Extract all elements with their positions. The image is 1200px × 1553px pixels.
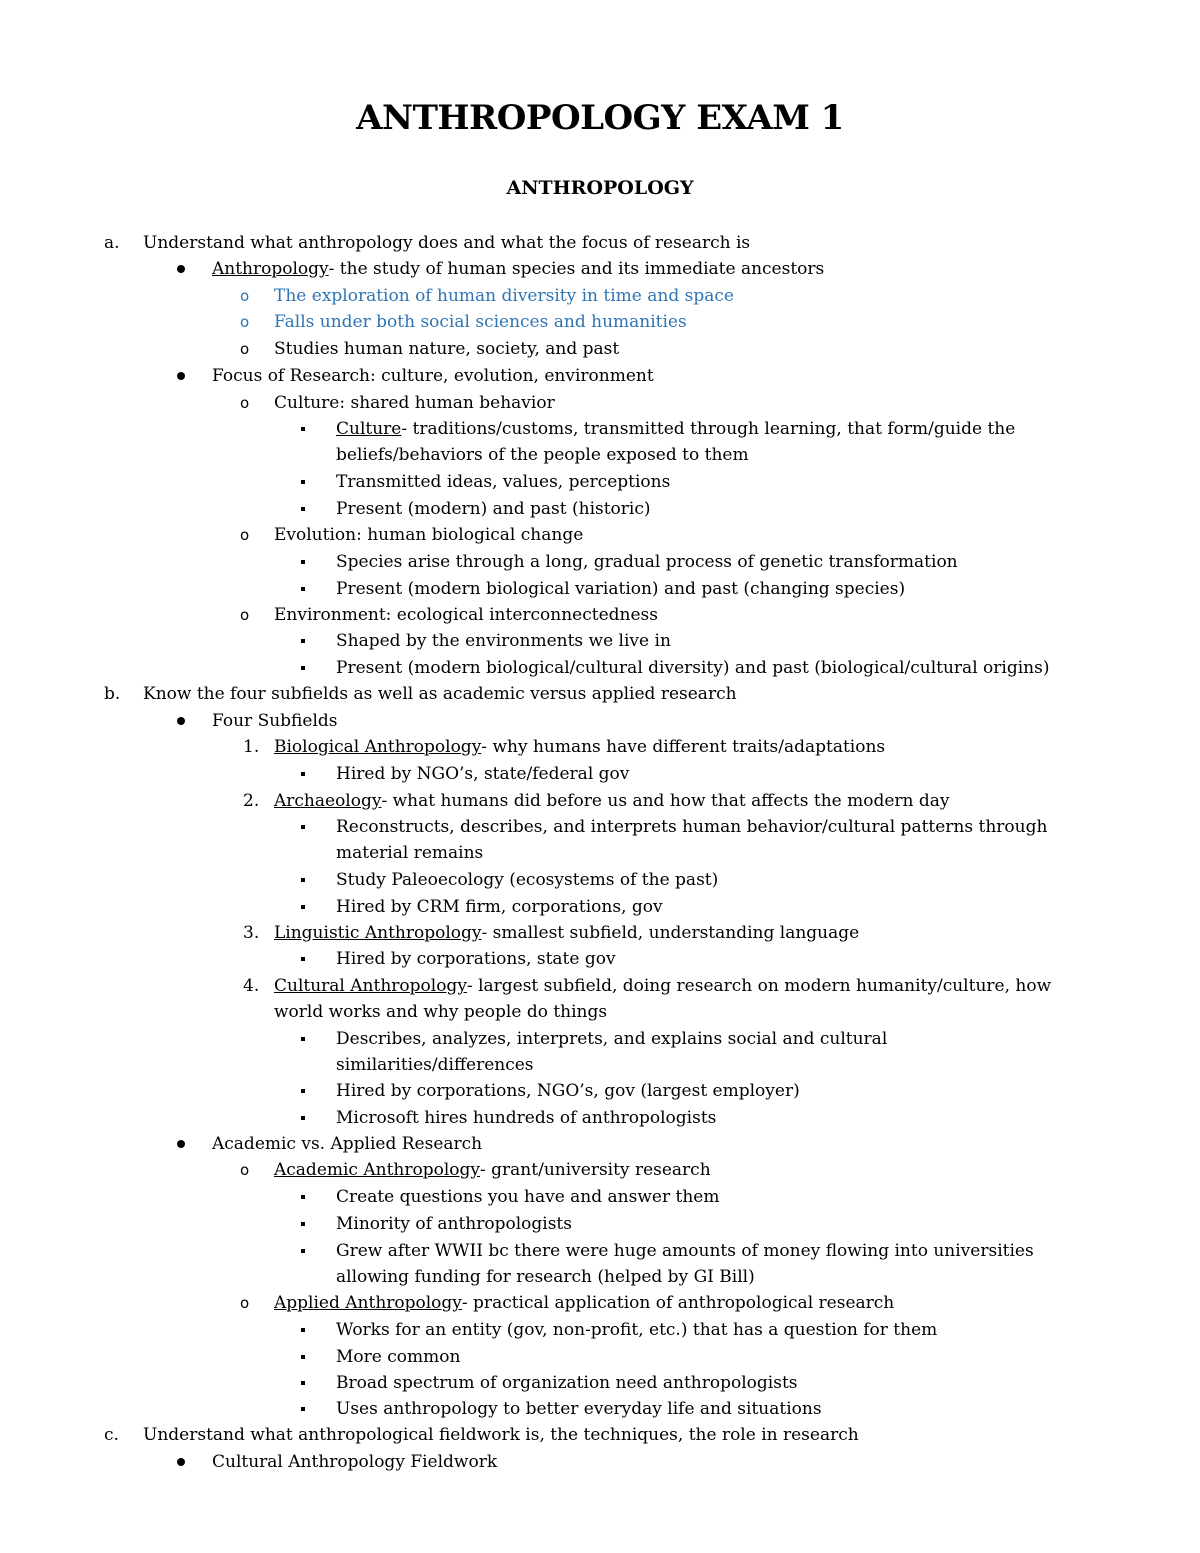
number-marker: 4. xyxy=(243,976,260,996)
circle-outline-bullet-icon: o xyxy=(240,313,250,331)
term-anthropology: Anthropology xyxy=(212,259,329,279)
list-item: More common xyxy=(336,1347,461,1367)
list-marker-c: c. xyxy=(104,1425,119,1445)
square-bullet-icon xyxy=(301,957,305,961)
anthropology-definition xyxy=(212,256,824,282)
list-item: Describes, analyzes, interprets, and explains social and cultural xyxy=(336,1029,888,1049)
list-item: Falls under both social sciences and humanities xyxy=(274,312,687,332)
list-item-c: Understand what anthropological fieldwork is, the techniques, the role in research xyxy=(143,1425,859,1445)
definition-continuation: world works and why people do things xyxy=(274,1002,608,1022)
square-bullet-icon xyxy=(301,507,305,511)
list-item: Reconstructs, describes, and interprets human behavior/cultural patterns through xyxy=(336,817,1048,837)
term-biological-anthropology: Biological Anthropology xyxy=(274,737,482,757)
list-item-b: Know the four subfields as well as academic versus applied research xyxy=(143,684,737,704)
definition-text: - smallest subfield, understanding language xyxy=(481,923,860,943)
square-bullet-icon xyxy=(301,560,305,564)
subfield-archaeology xyxy=(274,788,950,814)
circle-bullet-icon xyxy=(177,1140,185,1148)
list-item: Works for an entity (gov, non-profit, etc.) that has a question for them xyxy=(336,1320,938,1340)
term-archaeology: Archaeology xyxy=(274,791,382,811)
list-item: Microsoft hires hundreds of anthropologists xyxy=(336,1108,717,1128)
definition-text: - traditions/customs, transmitted through learning, that form/guide the xyxy=(401,419,1016,439)
list-item-continuation: material remains xyxy=(336,843,484,863)
circle-outline-bullet-icon: o xyxy=(240,1294,250,1312)
list-item: Present (modern biological/cultural diversity) and past (biological/cultural origins) xyxy=(336,658,1050,678)
square-bullet-icon xyxy=(301,1249,305,1253)
list-item: Shaped by the environments we live in xyxy=(336,631,671,651)
square-bullet-icon xyxy=(301,587,305,591)
list-item: Hired by corporations, NGO’s, gov (largest employer) xyxy=(336,1081,800,1101)
square-bullet-icon xyxy=(301,639,305,643)
circle-bullet-icon xyxy=(177,372,185,380)
list-item-culture: Culture: shared human behavior xyxy=(274,393,555,413)
square-bullet-icon xyxy=(301,825,305,829)
list-item: Study Paleoecology (ecosystems of the past) xyxy=(336,870,719,890)
square-bullet-icon xyxy=(301,1328,305,1332)
definition-text: - what humans did before us and how that affects the modern day xyxy=(381,791,950,811)
list-item: Minority of anthropologists xyxy=(336,1214,572,1234)
academic-anthropology xyxy=(274,1157,711,1183)
list-item: Grew after WWII bc there were huge amounts of money flowing into universities xyxy=(336,1241,1034,1261)
term-cultural-anthropology: Cultural Anthropology xyxy=(274,976,467,996)
square-bullet-icon xyxy=(301,1355,305,1359)
list-item: Transmitted ideas, values, perceptions xyxy=(336,472,671,492)
list-item: Create questions you have and answer them xyxy=(336,1187,720,1207)
document-title: ANTHROPOLOGY EXAM 1 xyxy=(356,98,844,138)
square-bullet-icon xyxy=(301,1222,305,1226)
list-item: Uses anthropology to better everyday life and situations xyxy=(336,1399,822,1419)
term-academic-anthropology: Academic Anthropology xyxy=(274,1160,481,1180)
list-item: The exploration of human diversity in time and space xyxy=(274,286,734,306)
circle-bullet-icon xyxy=(177,265,185,273)
definition-text: - largest subfield, doing research on modern humanity/culture, how xyxy=(466,976,1052,996)
circle-outline-bullet-icon: o xyxy=(240,1161,250,1179)
square-bullet-icon xyxy=(301,878,305,882)
list-item-academic-vs-applied: Academic vs. Applied Research xyxy=(212,1134,483,1154)
list-marker-b: b. xyxy=(104,684,121,704)
square-bullet-icon xyxy=(301,1116,305,1120)
subfield-biological xyxy=(274,734,885,760)
circle-outline-bullet-icon: o xyxy=(240,340,250,358)
list-item: Present (modern biological variation) and past (changing species) xyxy=(336,579,906,599)
square-bullet-icon xyxy=(301,1195,305,1199)
term-culture: Culture xyxy=(336,419,402,439)
square-bullet-icon xyxy=(301,427,305,431)
section-heading: ANTHROPOLOGY xyxy=(506,177,694,199)
list-item-a: Understand what anthropology does and what the focus of research is xyxy=(143,233,751,253)
square-bullet-icon xyxy=(301,1407,305,1411)
definition-text: - why humans have different traits/adaptations xyxy=(481,737,886,757)
list-item: Broad spectrum of organization need anthropologists xyxy=(336,1373,798,1393)
square-bullet-icon xyxy=(301,480,305,484)
square-bullet-icon xyxy=(301,1381,305,1385)
term-linguistic-anthropology: Linguistic Anthropology xyxy=(274,923,482,943)
square-bullet-icon xyxy=(301,1037,305,1041)
circle-outline-bullet-icon: o xyxy=(240,287,250,305)
list-item: Present (modern) and past (historic) xyxy=(336,499,651,519)
square-bullet-icon xyxy=(301,905,305,909)
circle-bullet-icon xyxy=(177,717,185,725)
list-item-focus: Focus of Research: culture, evolution, environment xyxy=(212,366,654,386)
definition-text: - the study of human species and its immediate ancestors xyxy=(328,259,825,279)
subfield-cultural xyxy=(274,973,1051,999)
subfield-linguistic xyxy=(274,920,859,946)
list-item: Species arise through a long, gradual process of genetic transformation xyxy=(336,552,958,572)
circle-bullet-icon xyxy=(177,1458,185,1466)
number-marker: 1. xyxy=(243,737,260,757)
definition-text: - practical application of anthropological research xyxy=(461,1293,895,1313)
circle-outline-bullet-icon: o xyxy=(240,606,250,624)
list-item: Hired by CRM firm, corporations, gov xyxy=(336,897,663,917)
square-bullet-icon xyxy=(301,666,305,670)
list-item-evolution: Evolution: human biological change xyxy=(274,525,584,545)
list-item-four-subfields: Four Subfields xyxy=(212,711,338,731)
list-item-continuation: allowing funding for research (helped by GI Bill) xyxy=(336,1267,755,1287)
square-bullet-icon xyxy=(301,772,305,776)
list-item: Hired by corporations, state gov xyxy=(336,949,616,969)
list-item: Studies human nature, society, and past xyxy=(274,339,620,359)
applied-anthropology xyxy=(274,1290,894,1316)
square-bullet-icon xyxy=(301,1089,305,1093)
list-item-fieldwork: Cultural Anthropology Fieldwork xyxy=(212,1452,498,1472)
term-applied-anthropology: Applied Anthropology xyxy=(274,1293,462,1313)
number-marker: 3. xyxy=(243,923,260,943)
circle-outline-bullet-icon: o xyxy=(240,526,250,544)
circle-outline-bullet-icon: o xyxy=(240,394,250,412)
definition-continuation: beliefs/behaviors of the people exposed to them xyxy=(336,445,749,465)
definition-text: - grant/university research xyxy=(480,1160,711,1180)
number-marker: 2. xyxy=(243,791,260,811)
list-item-continuation: similarities/differences xyxy=(336,1055,534,1075)
list-item: Hired by NGO’s, state/federal gov xyxy=(336,764,630,784)
list-item-environment: Environment: ecological interconnectedness xyxy=(274,605,658,625)
culture-definition xyxy=(336,416,1015,442)
list-marker-a: a. xyxy=(104,233,120,253)
